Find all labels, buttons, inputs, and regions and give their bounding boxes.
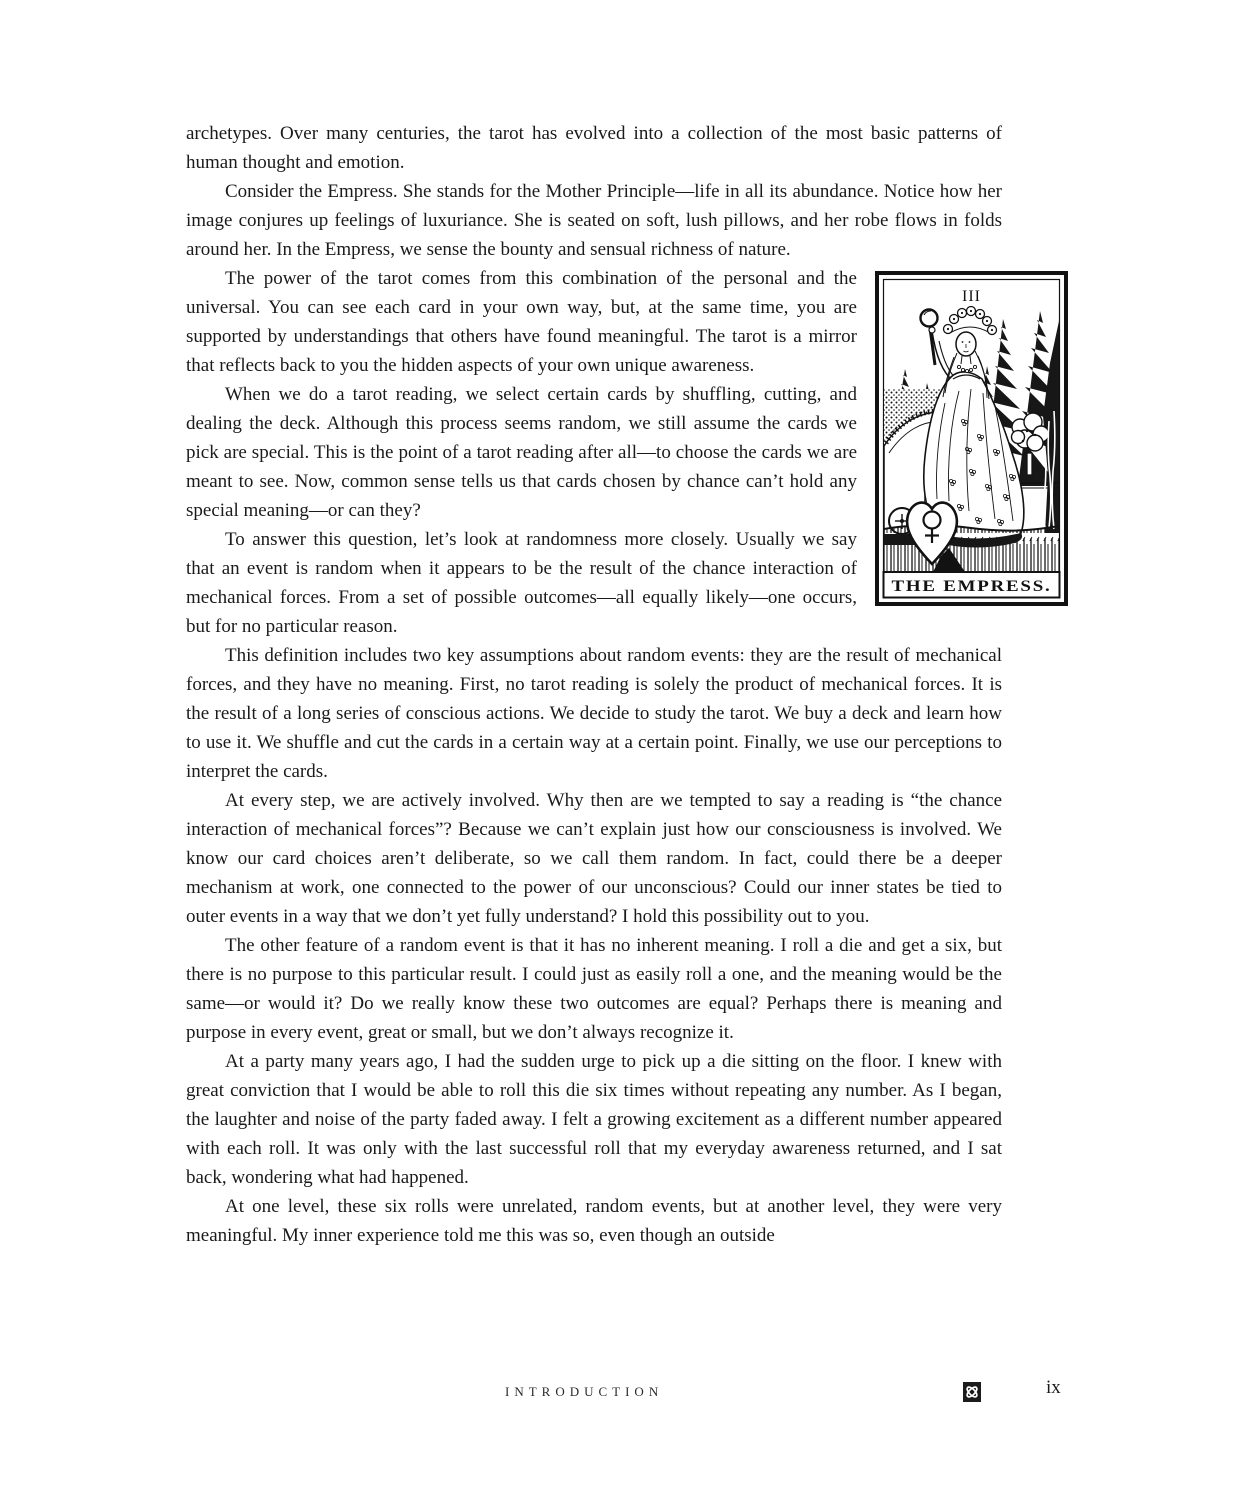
paragraph: At one level, these six rolls were unrelated, random events, but at another level, they were very meaningful. My inner experience told me this was so, even though an outside [186,1196,1002,1246]
paragraph: At a party many years ago, I had the sudden urge to pick up a die sitting on the floor. I knew with great conviction that I would be able to roll this die six times without repeating any number. As I began, the laughter and noise of the party faded away. I felt a growing excitement as a different number appeared with each roll. It was only with the last successful roll that my everyday awareness returned, and I sat back, wondering what had happened. [186,1051,1002,1188]
paragraph: To answer this question, let’s look at randomness more closely. Usually we say that an event is random when it appears to be the result of the chance interaction of mechanical forces. From a set of possible outcomes—all equally likely—one occurs, but for no particular reason. [186,529,857,637]
paragraph: When we do a tarot reading, we select certain cards by shuffling, cutting, and dealing the deck. Although this process seems random, we still assume the cards we pick are special. This is the point of a tarot reading after all—to choose the cards we are meant to see. Now, common sense tells us that cards chosen by chance can’t hold any special meaning—or can they? [186,384,857,521]
scepter-orb [921,310,938,327]
card-title-banner [884,572,1060,598]
paragraph: The other feature of a random event is that it has no inherent meaning. I roll a die and get a six, but there is no purpose to this particular result. I could just as easily roll a one, and the meaning would be the same—or would it? Do we really know these two outcomes are equal? Perhaps there is meaning and purpose in every event, great or small, but we don’t always recognize it. [186,935,1002,1043]
running-head: INTRODUCTION [505,1384,664,1399]
paragraph: Consider the Empress. She stands for the Mother Principle—life in all its abundance. Notice how her image conjures up feelings of luxuriance. She is seated on soft, lush pillows, and her robe flows in folds around her. In the Empress, we sense the bounty and sensual richness of nature. [186,181,1002,260]
page-body-text [186,119,1052,1250]
card-numeral: III [962,288,981,305]
page-number: ix [1046,1377,1061,1398]
card-title: THE EMPRESS. [891,578,1052,595]
empress-card-illustration [875,271,1068,606]
celtic-knot-ornament-icon [963,1382,981,1402]
paragraph: This definition includes two key assumptions about random events: they are the result of mechanical forces, and they have no meaning. First, no tarot reading is solely the product of mechanical forces. It is the result of a long series of conscious actions. We decide to study the tarot. We buy a deck and learn how to use it. We shuffle and cut the cards in a certain way at a certain point. Finally, we use our perceptions to interpret the cards. [186,645,1002,782]
hand [929,327,935,333]
the-empress-tarot-card [875,271,1068,606]
paragraph: archetypes. Over many centuries, the tarot has evolved into a collection of the most basic patterns of human thought and emotion. [186,123,1002,173]
paragraph: The power of the tarot comes from this combination of the personal and the universal. You can see each card in your own way, but, at the same time, you are supported by understandings that others have found meaningful. The tarot is a mirror that reflects back to you the hidden aspects of your own unique awareness. [186,268,857,376]
paragraph: At every step, we are actively involved. Why then are we tempted to say a reading is “the chance interaction of mechanical forces”? Because we can’t explain just how our consciousness is involved. We know our card choices aren’t deliberate, so we call them random. In fact, could there be a deeper mechanism at work, one connected to the power of our unconscious? Could our inner states be tied to outer events in a way that we don’t yet fully understand? I hold this possibility out to you. [186,790,1002,927]
